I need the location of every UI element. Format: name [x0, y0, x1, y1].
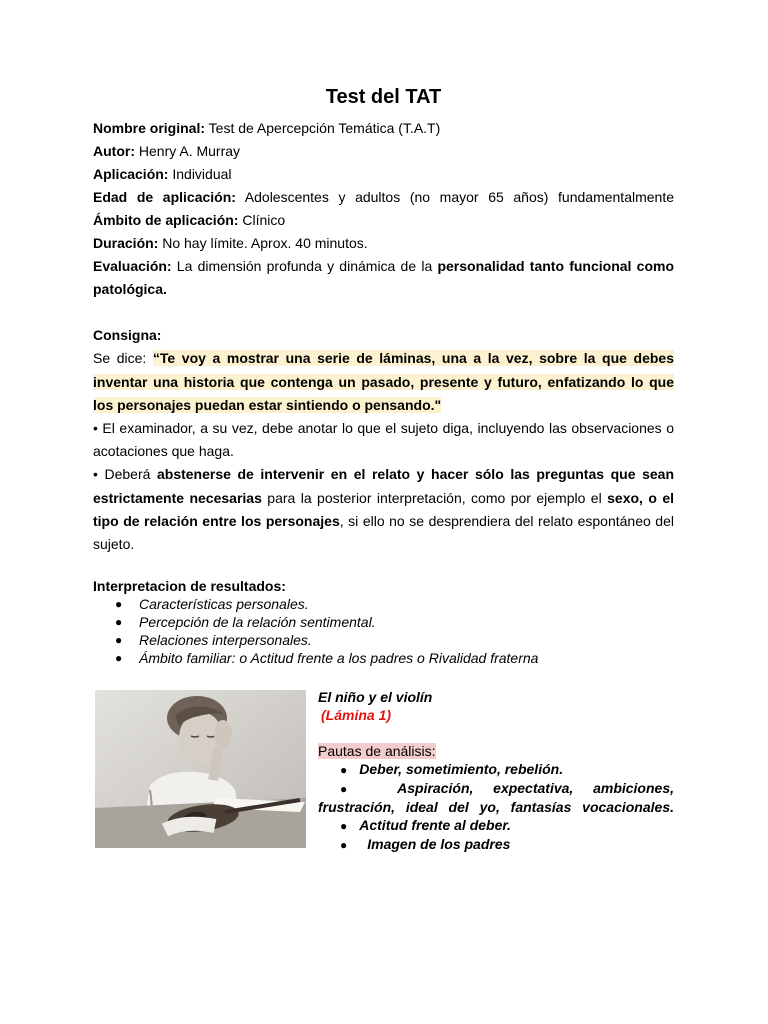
field-label: Nombre original: — [93, 120, 206, 136]
consigna-point-2-text: para la posterior interpretación, como por ejemplo el — [261, 489, 608, 506]
consigna-point-2-text: , si ello no se desprendiera del relato espontáneo del sujeto. — [93, 512, 674, 553]
list-item: ● Relaciones interpersonales. — [93, 631, 674, 649]
field-label: Aplicación: — [93, 166, 169, 182]
lamina-number-line — [318, 706, 674, 724]
field-value: Clínico — [238, 212, 286, 228]
field-value: Individual — [168, 166, 232, 182]
lamina-section — [93, 688, 674, 852]
field-label: Autor: — [93, 143, 135, 159]
field-evaluacion — [93, 255, 674, 301]
pauta-item — [318, 835, 674, 854]
evaluacion-label: Evaluación: — [93, 258, 172, 274]
pauta-text: Aspiración, expectativa, ambiciones, frustración, ideal del yo, fantasías vocacionales. — [318, 780, 674, 815]
list-item: ● Ámbito familiar: o Actitud frente a los padres o Rivalidad fraterna — [93, 649, 674, 667]
bullet-icon: ● — [340, 782, 364, 796]
document-title: Test del TAT — [325, 86, 442, 108]
consigna-point-2-bold: sexo, o el tipo de relación entre los personajes — [93, 489, 674, 529]
pauta-text: Actitud frente al deber. — [359, 817, 511, 833]
field-ambito-aplicacion — [93, 209, 674, 232]
consigna-intro: Se dice: — [93, 350, 153, 367]
field-edad-aplicacion — [93, 186, 674, 209]
consigna-point-2-text: • Deberá — [93, 466, 157, 483]
pautas-heading: Pautas de análisis: — [318, 743, 436, 759]
pauta-item — [318, 779, 674, 816]
pautas-line — [318, 742, 674, 760]
pauta-item — [318, 760, 674, 779]
field-nombre-original — [93, 117, 674, 140]
interpretacion-heading: Interpretacion de resultados: — [93, 578, 286, 595]
field-duracion — [93, 232, 674, 255]
lamina-number: (Lámina 1) — [321, 707, 392, 723]
field-value: Test de Apercepción Temática (T.A.T) — [205, 120, 441, 136]
field-label: Duración: — [93, 235, 159, 251]
document-page — [93, 86, 674, 667]
consigna-point-2 — [93, 463, 674, 556]
interpretacion-list — [93, 595, 674, 667]
bullet-icon: ● — [340, 819, 348, 833]
pauta-item — [318, 816, 674, 835]
bullet-icon: ● — [340, 763, 348, 777]
bullet-icon: ● — [340, 838, 348, 852]
consigna-quote: “Te voy a mostrar una serie de láminas, una a la vez, sobre la que debes inventar una historia que contenga un pasado, presente y futuro, enfatizando lo que los personajes puedan estar sintiendo o pensando." — [93, 350, 674, 413]
boy-violin-photo — [95, 690, 306, 848]
field-value: No hay límite. Aprox. 40 minutos. — [158, 235, 368, 251]
field-label: Ámbito de aplicación: — [93, 212, 239, 228]
consigna-quote-paragraph — [93, 347, 674, 417]
boy-violin-illustration — [95, 690, 306, 848]
consigna-point-1: • El examinador, a su vez, debe anotar lo que el sujeto diga, incluyendo las observaciones o acotaciones que haga. — [93, 420, 674, 460]
consigna-point-2-bold: abstenerse de intervenir en el relato y hacer sólo las preguntas que sean estrictamente necesarias — [93, 466, 674, 506]
lamina-description — [318, 688, 674, 854]
field-aplicacion — [93, 163, 674, 186]
pauta-text: Deber, sometimiento, rebelión. — [359, 761, 564, 777]
lamina-title: El niño y el violín — [318, 689, 433, 705]
consigna-heading: Consigna: — [93, 327, 162, 344]
list-item: ● Características personales. — [93, 595, 674, 613]
field-value: Henry A. Murray — [135, 143, 241, 159]
field-label: Edad de aplicación: — [93, 189, 236, 205]
evaluacion-text: La dimensión profunda y dinámica de la — [171, 258, 438, 274]
list-item: ● Percepción de la relación sentimental. — [93, 613, 674, 631]
field-value: Adolescentes y adultos (no mayor 65 años) fundamentalmente — [235, 189, 674, 205]
evaluacion-bold: personalidad tanto funcional como patológica. — [93, 258, 674, 298]
field-autor — [93, 140, 674, 163]
pauta-text: Imagen de los padres — [367, 836, 511, 852]
